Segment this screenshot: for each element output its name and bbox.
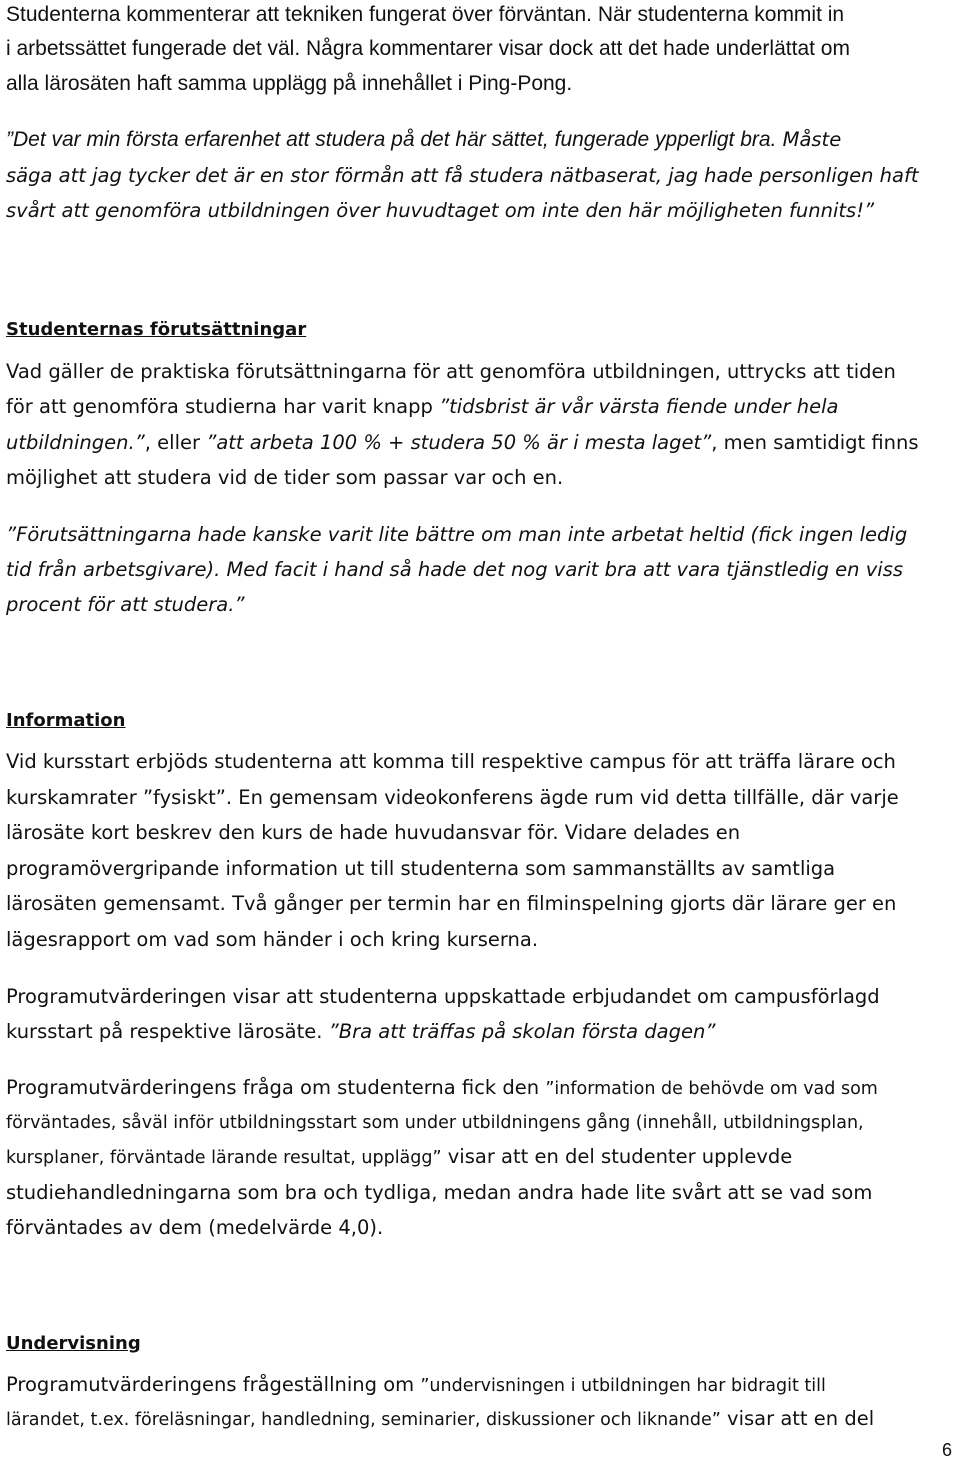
information-p1-line-3: lärosäte kort beskrev den kurs de hade huvudansvar för. Vidare delades en — [6, 821, 741, 844]
quote1-line-1 — [6, 125, 841, 155]
information-p2-line-2 — [6, 1017, 715, 1047]
heading-forutsattningar: Studenternas förutsättningar — [6, 319, 307, 340]
information-p3-line-1a: Programutvärderingens fråga om studenterna fick den — [6, 1076, 546, 1099]
forutsattningar-p1-line-3 — [6, 428, 919, 458]
forutsattningar-quote-line-2: tid från arbetsgivare). Med facit i hand så hade det nog varit bra att vara tjänstledig en viss — [6, 558, 904, 581]
undervisning-p1-line-1a: Programutvärderingens frågeställning om — [6, 1373, 421, 1396]
forutsattningar-p1-line-2a: för att genomföra studierna har varit knapp — [6, 395, 440, 418]
quote1-line-1-tail: Måste — [776, 128, 842, 151]
undervisning-p1-line-1b: ”undervisningen i utbildningen har bidragit till — [420, 1376, 826, 1396]
forutsattningar-p1-line-3c: ”att arbeta 100 % + studera 50 % är i mesta laget” — [206, 431, 712, 454]
undervisning-p1-line-2 — [6, 1404, 874, 1435]
information-p1-line-1: Vid kursstart erbjöds studenterna att komma till respektive campus för att träffa lärare och — [6, 750, 896, 773]
information-p2-line-1: Programutvärderingen visar att studenterna uppskattade erbjudandet om campusförlagd — [6, 985, 880, 1008]
information-p3-line-3b: visar att en del studenter upplevde — [441, 1145, 793, 1168]
forutsattningar-p1-line-4: möjlighet att studera vid de tider som passar var och en. — [6, 466, 564, 489]
information-p3-line-2: förväntades, såväl inför utbildningsstart som under utbildningens gång (innehåll, utbildningsplan, — [6, 1113, 864, 1133]
intro-line-2: i arbetssättet fungerade det väl. Några kommentarer visar dock att det hade underlättat om — [6, 37, 850, 60]
information-p3-line-1 — [6, 1073, 878, 1104]
undervisning-p1-line-2a: lärandet, t.ex. föreläsningar, handledning, seminarier, diskussioner och liknande” — [6, 1410, 721, 1430]
information-p3-line-5: förväntades av dem (medelvärde 4,0). — [6, 1216, 384, 1239]
information-p3-line-1b: ”information de behövde om vad som — [545, 1079, 878, 1099]
information-p3-line-4: studiehandledningarna som bra och tydliga, medan andra hade lite svårt att se vad som — [6, 1181, 873, 1204]
forutsattningar-p1-line-3a: utbildningen.” — [6, 431, 145, 454]
forutsattningar-p1-line-3d: , men samtidigt finns — [711, 431, 919, 454]
information-p3-line-3a: kursplaner, förväntade lärande resultat, upplägg” — [6, 1148, 442, 1168]
undervisning-p1-line-2b: visar att en del — [720, 1407, 875, 1430]
information-p1-line-5: lärosäten gemensamt. Två gånger per termin har en filminspelning gjorts där lärare ger en — [6, 892, 897, 915]
information-p2-line-2b: ”Bra att träffas på skolan första dagen” — [328, 1020, 716, 1043]
forutsattningar-quote-line-3: procent för att studera.” — [6, 593, 245, 616]
undervisning-p1-line-1 — [6, 1370, 826, 1401]
intro-line-3: alla lärosäten haft samma upplägg på innehållet i Ping-Pong. — [6, 72, 573, 95]
information-p2-line-2a: kursstart på respektive lärosäte. — [6, 1020, 329, 1043]
intro-line-1: Studenterna kommenterar att tekniken fungerat över förväntan. När studenterna kommit in — [6, 3, 845, 26]
information-p3-line-3 — [6, 1142, 792, 1173]
forutsattningar-quote-line-1: ”Förutsättningarna hade kanske varit lite bättre om man inte arbetat heltid (fick ingen ledig — [6, 523, 908, 546]
heading-information: Information — [6, 710, 126, 731]
information-p1-line-6: lägesrapport om vad som händer i och kring kurserna. — [6, 928, 539, 951]
quote1-line-2: säga att jag tycker det är en stor förmån att få studera nätbaserat, jag hade personligen haft — [6, 164, 919, 187]
quote1-line-1-arial: ”Det var min första erfarenhet att studera på det här sättet, fungerade ypperligt bra. — [6, 128, 777, 151]
information-p1-line-4: programövergripande information ut till studenterna som sammanställts av samtliga — [6, 857, 836, 880]
heading-undervisning: Undervisning — [6, 1333, 141, 1354]
page-number: 6 — [941, 1440, 952, 1460]
forutsattningar-p1-line-3b: , eller — [144, 431, 207, 454]
information-p1-line-2: kurskamrater ”fysiskt”. En gemensam videokonferens ägde rum vid detta tillfälle, där varje — [6, 786, 899, 809]
forutsattningar-p1-line-2 — [6, 392, 838, 422]
forutsattningar-p1-line-2b: ”tidsbrist är vår värsta fiende under hela — [439, 395, 839, 418]
quote1-line-3: svårt att genomföra utbildningen över huvudtaget om inte den här möjligheten funnits!” — [6, 199, 875, 222]
forutsattningar-p1-line-1: Vad gäller de praktiska förutsättningarna för att genomföra utbildningen, uttrycks att tiden — [6, 360, 896, 383]
